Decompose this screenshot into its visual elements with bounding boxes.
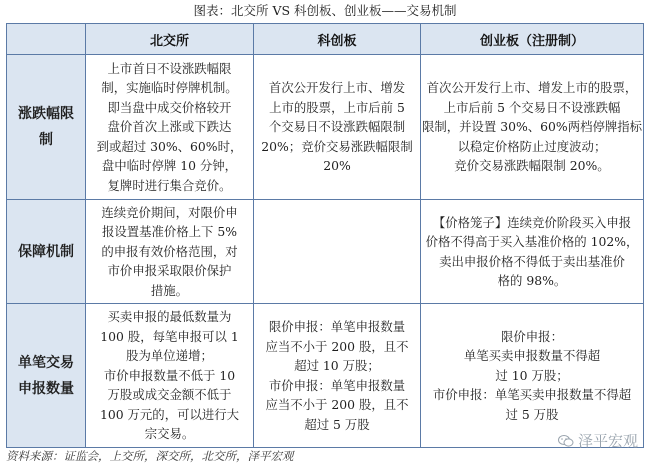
cell-bse-safeguard bbox=[86, 200, 254, 304]
cell-chinext-order-size bbox=[421, 304, 644, 448]
cell-text-line: 以稳定价格防止过度波动； bbox=[457, 138, 607, 154]
cell-text-line: 格的 98%。 bbox=[497, 273, 567, 288]
cell-text-line: 股为单位递增； bbox=[126, 348, 213, 364]
cell-text-line: 上市首日不设涨跌幅限 bbox=[107, 60, 232, 76]
cell-text-line: 市价申报采取限价保护 bbox=[107, 263, 232, 279]
header-bse: 北交所 bbox=[86, 24, 254, 55]
cell-text-line: 报设置基准价格上下 5% bbox=[101, 224, 238, 240]
cell-text-line: 竞价交易涨跌幅限制 20%。 bbox=[454, 158, 610, 174]
cell-text-line: 措施。 bbox=[150, 282, 189, 298]
cell-text-line: 盘价首次上涨或下跌达 bbox=[107, 119, 232, 135]
cell-text-line: 上市的股票，上市后前 5 bbox=[269, 99, 405, 115]
cell-text-line: 市价申报：单笔买卖申报数量不得超 bbox=[432, 387, 632, 403]
cell-bse-price-limit bbox=[86, 55, 254, 200]
cell-text-line: 20%；竞价交易涨跌幅限制 bbox=[261, 138, 413, 154]
cell-text-line: 过 5 万股 bbox=[505, 406, 559, 422]
table-row bbox=[7, 200, 644, 304]
cell-text-line: 限价申报：单笔申报数量 bbox=[268, 319, 406, 334]
cell-text-line: 连续竞价期间，对限价申 bbox=[101, 204, 238, 220]
cell-text-line: 价格不得高于买入基准价格的 102%， bbox=[425, 234, 639, 249]
cell-text-line: 过 10 万股； bbox=[495, 367, 569, 383]
cell-text-line: 的申报有效价格范围，对 bbox=[101, 243, 238, 259]
cell-text-line: 盘中临时停牌 10 分钟， bbox=[101, 158, 238, 174]
cell-text-line: 买卖申报的最低数量为 bbox=[107, 309, 232, 325]
cell-text-line: 个交易日不设涨跌幅限制 bbox=[268, 119, 406, 135]
source-note: 资料来源：证监会，上交所，深交所，北交所，泽平宏观 bbox=[6, 449, 294, 463]
cell-text-line: 到或超过 30%、60%时， bbox=[96, 138, 243, 154]
header-corner bbox=[7, 24, 86, 55]
row-label-price-limit bbox=[7, 55, 86, 200]
watermark bbox=[558, 430, 638, 451]
cell-text-line: 万股或成交金额不低于 bbox=[107, 387, 232, 403]
cell-text-line: 应当不小于 200 股，且不 bbox=[265, 338, 409, 354]
cell-chinext-price-limit bbox=[421, 55, 644, 200]
table-row bbox=[7, 55, 644, 200]
cell-text-line: 卖出申报价格不得低于卖出基准价 bbox=[439, 253, 625, 269]
row-label-line: 制 bbox=[39, 132, 53, 148]
figure-caption: 图表：北交所 VS 科创板、创业板——交易机制 bbox=[193, 3, 457, 18]
header-star-market: 科创板 bbox=[254, 24, 421, 55]
table-row bbox=[7, 304, 644, 448]
cell-text-line: 20% bbox=[323, 158, 351, 174]
cell-text-line: 首次公开发行上市、增发上市的股票， bbox=[426, 80, 638, 96]
cell-bse-order-size bbox=[86, 304, 254, 448]
cell-text-line: 宗交易。 bbox=[144, 426, 195, 442]
cell-text-line: 限价申报： bbox=[501, 328, 563, 344]
cell-text-line: 100 万元的，可以进行大 bbox=[99, 406, 240, 422]
header-chinext: 创业板（注册制） bbox=[421, 24, 644, 55]
comparison-table bbox=[6, 23, 644, 448]
row-label-line: 单笔交易 bbox=[18, 354, 74, 371]
cell-text-line: 即当盘中成交价格较开 bbox=[107, 99, 232, 115]
row-label-safeguard bbox=[7, 200, 86, 304]
cell-text-line: 超过 10 万股； bbox=[294, 358, 380, 373]
cell-text-line: 复牌时进行集合竞价。 bbox=[107, 177, 232, 193]
cell-text-line: 单笔买卖申报数量不得超 bbox=[463, 348, 601, 364]
cell-star-order-size bbox=[254, 304, 421, 448]
row-label-line: 保障机制 bbox=[18, 243, 74, 260]
cell-text-line: 市价申报：单笔申报数量 bbox=[268, 377, 406, 393]
cell-text-line: 限制，并设置 30%、60%两档停牌指标 bbox=[421, 119, 643, 135]
cell-text-line: 应当不小于 200 股，且不 bbox=[265, 397, 409, 412]
header-row bbox=[7, 24, 644, 55]
row-label-order-size bbox=[7, 304, 86, 448]
row-label-line: 涨跌幅限 bbox=[18, 106, 74, 122]
cell-text-line: 市价申报数量不低于 10 bbox=[103, 367, 236, 383]
cell-text-line: 上市后前 5 个交易日不设涨跌幅 bbox=[443, 99, 621, 115]
watermark-text: 泽平宏观 bbox=[577, 432, 638, 450]
cell-star-price-limit bbox=[254, 55, 421, 200]
wechat-icon bbox=[558, 433, 574, 445]
cell-chinext-safeguard bbox=[421, 200, 644, 304]
cell-text-line: 首次公开发行上市、增发 bbox=[268, 80, 406, 96]
cell-text-line: 超过 5 万股 bbox=[304, 416, 370, 432]
cell-text-line: 制，实施临时停牌机制。 bbox=[101, 80, 238, 96]
cell-star-safeguard bbox=[254, 200, 421, 304]
row-label-line: 申报数量 bbox=[18, 380, 74, 397]
cell-text-line: 100 股，每笔申报可以 1 bbox=[100, 328, 239, 344]
cell-text-line: 【价格笼子】连续竞价阶段买入申报 bbox=[432, 214, 632, 230]
